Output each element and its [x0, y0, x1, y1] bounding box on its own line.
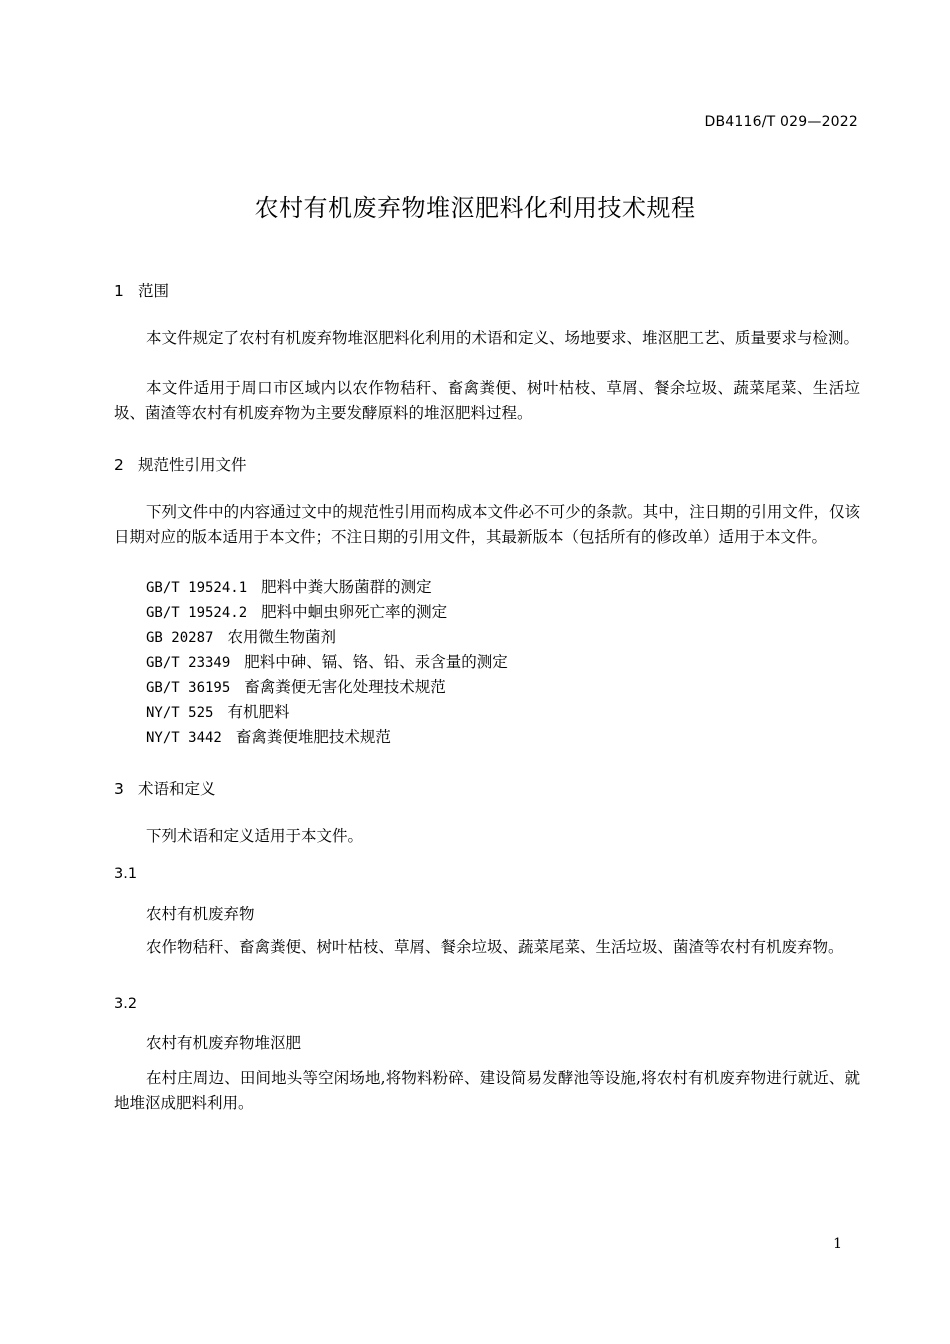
reference-item — [146, 700, 289, 726]
reference-item — [146, 725, 391, 751]
reference-item — [146, 650, 508, 676]
reference-code: GB 20287 — [146, 630, 214, 646]
reference-title: 农用微生物菌剂 — [227, 628, 336, 646]
term-3-1-definition: 农作物秸秆、畜禽粪便、树叶枯枝、草屑、餐余垃圾、蔬菜尾菜、生活垃圾、菌渣等农村有机废弃物。 — [146, 938, 844, 956]
document-title: 农村有机废弃物堆沤肥料化利用技术规程 — [254, 194, 696, 222]
reference-code: GB/T 36195 — [146, 680, 231, 696]
section-3-title: 术语和定义 — [138, 780, 216, 798]
section-1-paragraph-2: 本文件适用于周口市区域内以农作物秸秆、畜禽粪便、树叶枯枝、草屑、餐余垃圾、蔬菜尾菜、生活垃圾、菌渣等农村有机废弃物为主要发酵原料的堆沤肥料过程。 — [114, 379, 860, 422]
section-1-paragraph-1: 本文件规定了农村有机废弃物堆沤肥料化利用的术语和定义、场地要求、堆沤肥工艺、质量要求与检测。 — [146, 329, 860, 347]
section-1-number: 1 — [114, 282, 124, 300]
section-2-title: 规范性引用文件 — [138, 456, 247, 474]
term-3-2-definition: 在村庄周边、田间地头等空闲场地,将物料粉碎、建设简易发酵池等设施,将农村有机废弃物进行就近、就地堆沤成肥料利用。 — [114, 1069, 860, 1112]
section-3-number: 3 — [114, 780, 124, 798]
reference-item — [146, 575, 432, 601]
reference-title: 畜禽粪便堆肥技术规范 — [235, 728, 391, 746]
standard-number: DB4116/T 029—2022 — [704, 114, 858, 130]
section-2-heading — [114, 453, 247, 475]
term-3-2-number: 3.2 — [114, 996, 138, 1012]
reference-title: 有机肥料 — [227, 703, 290, 721]
term-3-1-number: 3.1 — [114, 866, 138, 882]
reference-item — [146, 600, 447, 626]
reference-code: NY/T 525 — [146, 705, 214, 721]
term-3-2-title: 农村有机废弃物堆沤肥 — [146, 1034, 302, 1052]
term-3-1-title: 农村有机废弃物 — [146, 905, 255, 923]
reference-item — [146, 675, 446, 701]
reference-title: 畜禽粪便无害化处理技术规范 — [244, 678, 446, 696]
section-2-number: 2 — [114, 456, 124, 474]
section-2-paragraph-1: 下列文件中的内容通过文中的规范性引用而构成本文件必不可少的条款。其中，注日期的引用文件，仅该日期对应的版本适用于本文件；不注日期的引用文件，其最新版本（包括所有的修改单）适用于本文件。 — [114, 503, 860, 546]
reference-title: 肥料中粪大肠菌群的测定 — [261, 578, 432, 596]
page-number: 1 — [833, 1236, 842, 1252]
reference-title: 肥料中蛔虫卵死亡率的测定 — [261, 603, 448, 621]
section-1-heading — [114, 279, 169, 301]
reference-code: GB/T 19524.1 — [146, 580, 248, 596]
reference-title: 肥料中砷、镉、铬、铅、汞含量的测定 — [244, 653, 508, 671]
section-3-heading — [114, 777, 216, 799]
reference-item — [146, 625, 336, 651]
reference-code: GB/T 19524.2 — [146, 605, 248, 621]
section-1-title: 范围 — [138, 282, 170, 300]
reference-code: NY/T 3442 — [146, 730, 222, 746]
section-3-intro: 下列术语和定义适用于本文件。 — [146, 827, 364, 845]
reference-code: GB/T 23349 — [146, 655, 231, 671]
